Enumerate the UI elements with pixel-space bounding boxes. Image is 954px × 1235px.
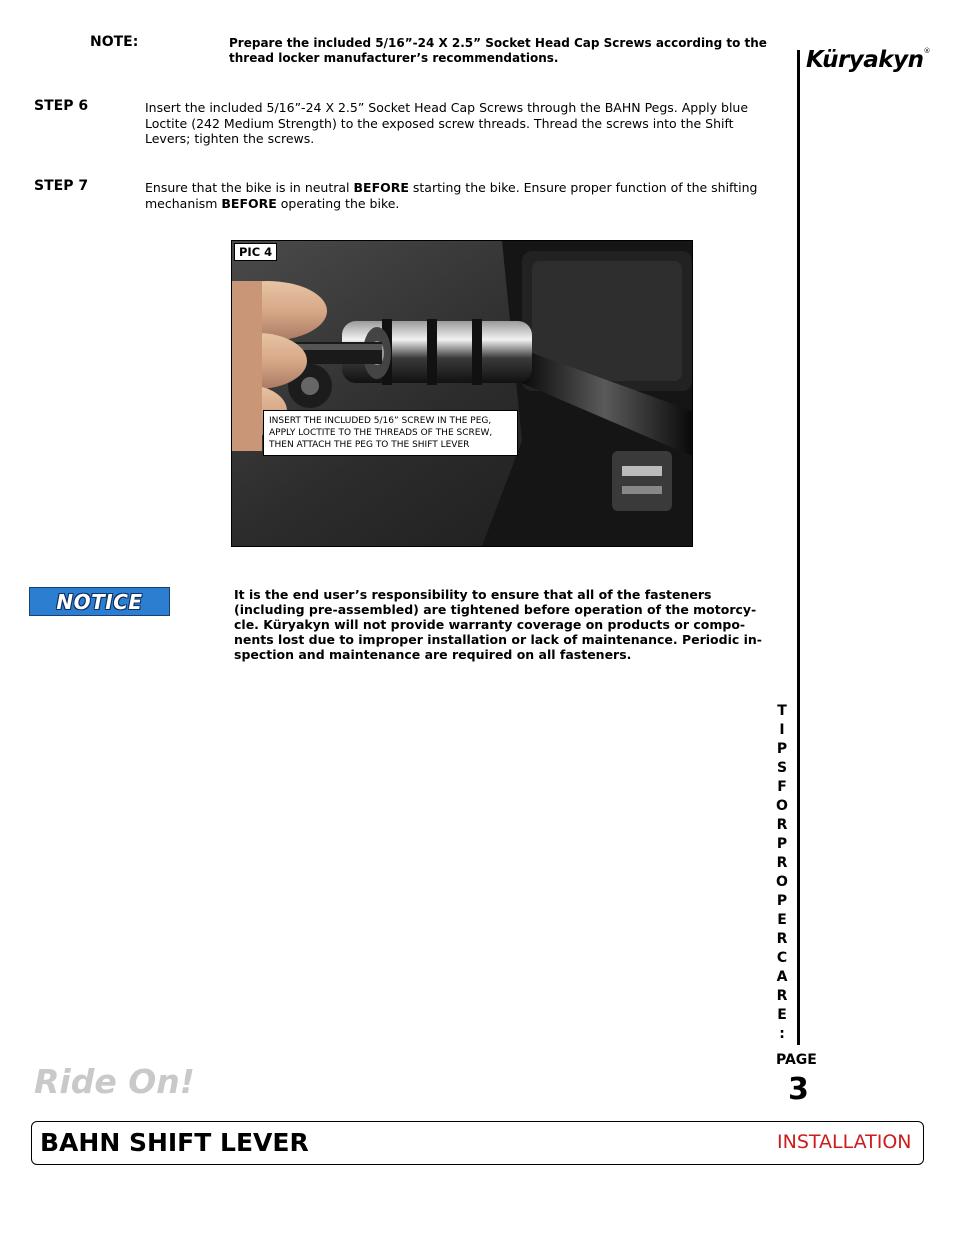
kuryakyn-logo: Küryakyn® <box>806 47 930 73</box>
tips-letter: R <box>776 817 788 833</box>
notice-text: It is the end user’s responsibility to ensure that all of the fasteners (including pre-assembled) are tightened before operation of the motorcy-cle. Küryakyn will not provide warranty coverage on products or compo-nents lost due to improper installation or lack of maintenance. Periodic in-spection and maintenance are required on all fasteners. <box>234 587 762 662</box>
tips-letter: F <box>777 779 787 795</box>
ride-on-tagline: Ride On! <box>34 1062 195 1101</box>
picture-label: PIC 4 <box>234 243 277 261</box>
tips-letter: P <box>776 741 788 757</box>
tips-letter: S <box>776 760 788 776</box>
tips-letter: C <box>776 950 788 966</box>
tips-letter: O <box>776 874 788 890</box>
tips-letter: R <box>776 931 788 947</box>
picture-caption: INSERT THE INCLUDED 5/16” SCREW IN THE PEG, APPLY LOCTITE TO THE THREADS OF THE SCREW, THEN ATTACH THE PEG TO THE SHIFT LEVER <box>263 410 518 456</box>
tips-letter: E <box>777 912 787 928</box>
note-text: Prepare the included 5/16”-24 X 2.5” Socket Head Cap Screws according to the thread locker manufacturer’s recommendations. <box>229 36 767 65</box>
tips-letter: O <box>776 798 788 814</box>
step-7-text: Ensure that the bike is in neutral BEFORE starting the bike. Ensure proper function of the shifting mechanism BEFORE operating the bike. <box>145 180 758 211</box>
tips-letter: P <box>776 836 788 852</box>
notice-badge <box>29 587 170 616</box>
tips-letter: : <box>779 1026 785 1042</box>
tips-letter: R <box>776 988 788 1004</box>
tips-vertical-text <box>770 702 794 1044</box>
tips-letter: I <box>779 722 785 738</box>
step-6-text: Insert the included 5/16”-24 X 2.5” Socket Head Cap Screws through the BAHN Pegs. Apply blue Loctite (242 Medium Strength) to the exposed screw threads. Thread the screws into the Shift Levers; tighten the screws. <box>145 100 749 146</box>
product-title: BAHN SHIFT LEVER <box>40 1128 309 1157</box>
installation-photo <box>231 240 693 547</box>
tips-letter: R <box>776 855 788 871</box>
page-number: 3 <box>788 1072 809 1107</box>
note-label: NOTE: <box>90 34 139 50</box>
page-label: PAGE <box>776 1052 817 1068</box>
notice-badge-text: NOTICE <box>56 589 143 614</box>
vertical-divider <box>797 50 800 1045</box>
tips-letter: T <box>777 703 787 719</box>
step-6-label: STEP 6 <box>34 98 89 114</box>
installation-label: INSTALLATION <box>777 1131 912 1153</box>
step-7-label: STEP 7 <box>34 178 89 194</box>
tips-letter: E <box>777 1007 787 1023</box>
tips-letter: A <box>776 969 788 985</box>
tips-letter: P <box>776 893 788 909</box>
